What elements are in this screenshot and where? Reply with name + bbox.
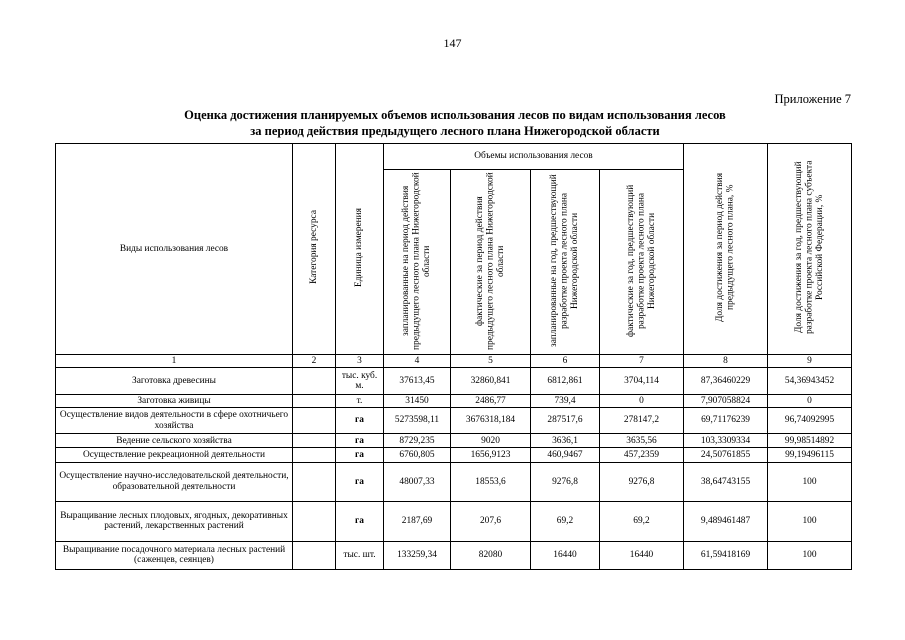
cell-planned-period: 48007,33	[384, 462, 451, 502]
cell-category	[293, 434, 336, 448]
cell-share-year: 100	[768, 541, 852, 569]
cell-unit: т.	[336, 394, 384, 407]
header-col-2	[293, 144, 336, 355]
cell-share-year: 96,74092995	[768, 407, 852, 433]
header-col-7-text: фактические за год, предшествующий разработке проекта лесного плана Нижегородской области	[625, 184, 657, 337]
cell-share-year: 54,36943452	[768, 368, 852, 394]
cell-actual-year: 3704,114	[600, 368, 684, 394]
cell-planned-year: 3636,1	[531, 434, 600, 448]
table-row	[56, 434, 852, 448]
cell-actual-year: 457,2359	[600, 448, 684, 462]
title-line-2: за период действия предыдущего лесного плана Нижегородской области	[250, 124, 660, 138]
cell-actual-year: 9276,8	[600, 462, 684, 502]
header-group-volumes: Объемы использования лесов	[384, 144, 684, 170]
cell-use-type: Осуществление научно-исследовательской деятельности, образовательной деятельности	[56, 462, 293, 502]
cell-planned-year: 9276,8	[531, 462, 600, 502]
column-number: 5	[451, 355, 531, 368]
table-row	[56, 448, 852, 462]
cell-unit: га	[336, 502, 384, 542]
cell-actual-period: 1656,9123	[451, 448, 531, 462]
cell-planned-period: 31450	[384, 394, 451, 407]
header-col-3	[336, 144, 384, 355]
cell-planned-year: 287517,6	[531, 407, 600, 433]
cell-share-period: 24,50761855	[684, 448, 768, 462]
table-row	[56, 502, 852, 542]
header-row-1	[56, 144, 852, 170]
cell-category	[293, 462, 336, 502]
cell-actual-period: 207,6	[451, 502, 531, 542]
header-col-2-text: Категория ресурса	[308, 210, 319, 285]
page-number: 147	[443, 36, 462, 50]
cell-planned-year: 16440	[531, 541, 600, 569]
cell-unit: га	[336, 448, 384, 462]
cell-use-type: Выращивание лесных плодовых, ягодных, декоративных растений, лекарственных растений	[56, 502, 293, 542]
cell-unit: га	[336, 407, 384, 433]
table-row	[56, 394, 852, 407]
cell-category	[293, 407, 336, 433]
cell-share-year: 0	[768, 394, 852, 407]
cell-use-type: Заготовка живицы	[56, 394, 293, 407]
header-col-5	[451, 170, 531, 355]
column-number: 1	[56, 355, 293, 368]
cell-category	[293, 502, 336, 542]
cell-planned-period: 8729,235	[384, 434, 451, 448]
cell-use-type: Осуществление рекреационной деятельности	[56, 448, 293, 462]
cell-category	[293, 394, 336, 407]
column-number: 6	[531, 355, 600, 368]
cell-planned-year: 69,2	[531, 502, 600, 542]
header-col-3-text: Единица измерения	[354, 207, 365, 287]
document-title	[60, 107, 850, 139]
cell-planned-period: 2187,69	[384, 502, 451, 542]
title-line-1: Оценка достижения планируемых объемов использования лесов по видам использования лесов	[184, 108, 726, 122]
table-body	[56, 368, 852, 570]
cell-category	[293, 448, 336, 462]
cell-actual-period: 2486,77	[451, 394, 531, 407]
cell-use-type: Выращивание посадочного материала лесных растений (саженцев, сеянцев)	[56, 541, 293, 569]
table-row	[56, 462, 852, 502]
header-col-4-text: запланированные на период действия предыдущего лесного плана Нижегородской области	[401, 171, 433, 350]
cell-actual-period: 9020	[451, 434, 531, 448]
cell-use-type: Заготовка древесины	[56, 368, 293, 394]
header-col-8	[684, 144, 768, 355]
appendix-label: Приложение 7	[774, 92, 851, 106]
cell-use-type: Осуществление видов деятельности в сфере охотничьего хозяйства	[56, 407, 293, 433]
column-number-row	[56, 355, 852, 368]
cell-share-period: 61,59418169	[684, 541, 768, 569]
cell-actual-period: 3676318,184	[451, 407, 531, 433]
header-col-5-text: фактические за период действия предыдущего лесного плана Нижегородской области	[474, 171, 506, 350]
cell-share-period: 9,489461487	[684, 502, 768, 542]
cell-unit: тыс. куб. м.	[336, 368, 384, 394]
cell-planned-period: 37613,45	[384, 368, 451, 394]
cell-actual-period: 32860,841	[451, 368, 531, 394]
cell-unit: тыс. шт.	[336, 541, 384, 569]
cell-unit: га	[336, 434, 384, 448]
header-col-4	[384, 170, 451, 355]
header-col-9-text: Доля достижения за год, предшествующий разработке проекта лесного плана субъекта Российской Федерации, %	[793, 160, 825, 335]
header-col-6-text: запланированные на год, предшествующий разработке проекта лесного плана Нижегородской области	[549, 174, 581, 347]
cell-share-period: 69,71176239	[684, 407, 768, 433]
table-row	[56, 407, 852, 433]
column-number: 4	[384, 355, 451, 368]
cell-actual-period: 18553,6	[451, 462, 531, 502]
cell-actual-year: 278147,2	[600, 407, 684, 433]
header-col-7	[600, 170, 684, 355]
header-col-9	[768, 144, 852, 355]
cell-share-period: 103,3309334	[684, 434, 768, 448]
column-number: 3	[336, 355, 384, 368]
cell-share-period: 7,907058824	[684, 394, 768, 407]
column-number: 7	[600, 355, 684, 368]
column-number: 8	[684, 355, 768, 368]
table-row	[56, 368, 852, 394]
column-number: 9	[768, 355, 852, 368]
cell-share-year: 100	[768, 462, 852, 502]
cell-actual-year: 0	[600, 394, 684, 407]
cell-category	[293, 368, 336, 394]
cell-use-type: Ведение сельского хозяйства	[56, 434, 293, 448]
header-col-6	[531, 170, 600, 355]
cell-share-period: 38,64743155	[684, 462, 768, 502]
cell-share-year: 99,19496115	[768, 448, 852, 462]
cell-planned-year: 460,9467	[531, 448, 600, 462]
cell-unit: га	[336, 462, 384, 502]
cell-planned-period: 6760,805	[384, 448, 451, 462]
cell-planned-period: 5273598,11	[384, 407, 451, 433]
cell-share-year: 100	[768, 502, 852, 542]
cell-actual-period: 82080	[451, 541, 531, 569]
cell-planned-period: 133259,34	[384, 541, 451, 569]
cell-actual-year: 3635,56	[600, 434, 684, 448]
cell-share-year: 99,98514892	[768, 434, 852, 448]
cell-actual-year: 16440	[600, 541, 684, 569]
cell-category	[293, 541, 336, 569]
cell-share-period: 87,36460229	[684, 368, 768, 394]
cell-planned-year: 6812,861	[531, 368, 600, 394]
column-number: 2	[293, 355, 336, 368]
forest-use-table	[55, 143, 852, 570]
header-col-1: Виды использования лесов	[56, 144, 293, 355]
table-row	[56, 541, 852, 569]
cell-actual-year: 69,2	[600, 502, 684, 542]
cell-planned-year: 739,4	[531, 394, 600, 407]
header-col-8-text: Доля достижения за период действия предыдущего лесного плана, %	[715, 172, 736, 322]
